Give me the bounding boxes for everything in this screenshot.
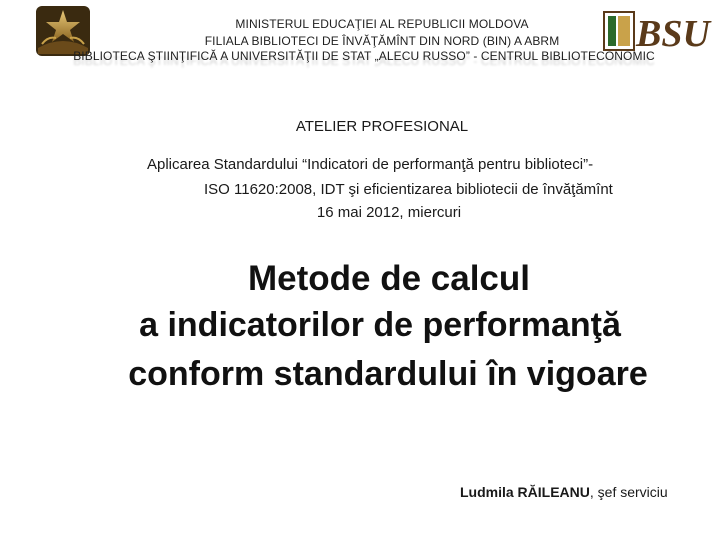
author-name: Ludmila RĂILEANU [460, 484, 590, 500]
header-ministry: MINISTERUL EDUCAŢIEI AL REPUBLICII MOLDOVA [235, 17, 529, 31]
slide-title-line1: Metode de calcul [247, 259, 531, 298]
svg-text:BSU: BSU [636, 13, 710, 54]
event-date: 16 mai 2012, miercuri [316, 204, 462, 221]
header-library: BIBLIOTECA ŞTIINŢIFICĂ A UNIVERSITĂŢII DE STAT „ALECU RUSSO” - CENTRUL BIBLIOTECONOMIC [73, 49, 655, 63]
author-credit [460, 484, 668, 500]
event-type: ATELIER PROFESIONAL [295, 118, 469, 135]
event-topic-line2: ISO 11620:2008, IDT şi eficientizarea bibliotecii de învăţămînt [204, 181, 613, 198]
author-role: , şef serviciu [589, 484, 668, 500]
event-topic-line1: Aplicarea Standardului “Indicatori de performanţă pentru biblioteci”- [147, 156, 594, 173]
slide-title-line3: conform standardului în vigoare [128, 355, 648, 393]
header-branch: FILIALA BIBLIOTECI DE ÎNVĂŢĂMÎNT DIN NORD (BIN) A ABRM [204, 34, 560, 48]
slide-title-line2: a indicatorilor de performanţă [139, 306, 621, 344]
